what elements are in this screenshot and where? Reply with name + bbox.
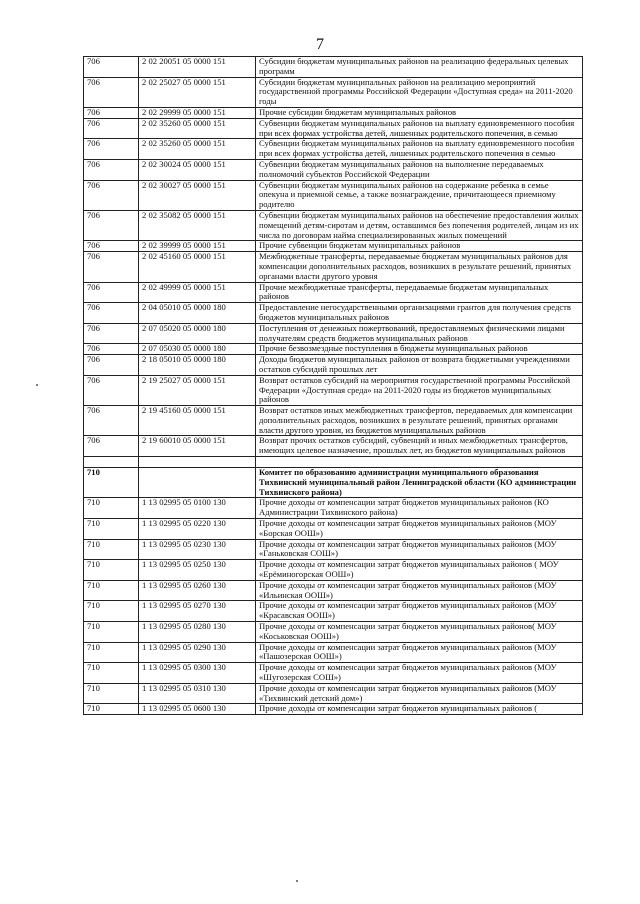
admin-code-cell: 706: [84, 355, 139, 376]
table-row: [84, 663, 583, 684]
income-name-cell: Прочие доходы от компенсации затрат бюджетов муниципальных районов (МОУ «Красавская ООШ»): [256, 601, 583, 622]
scan-speck: [36, 384, 38, 386]
admin-code-cell: 706: [84, 375, 139, 405]
table-row: [84, 457, 583, 468]
budget-code-cell: 1 13 02995 05 0300 130: [139, 663, 256, 684]
admin-code-cell: 710: [84, 539, 139, 560]
income-name-cell: Субсидии бюджетам муниципальных районов на реализацию федеральных целевых программ: [256, 57, 583, 78]
table-row: [84, 355, 583, 376]
income-name-cell: Комитет по образованию администрации муниципального образования Тихвинский муниципальный район Ленинградской области (КО администрации Тихвинского района): [256, 468, 583, 498]
table-row: [84, 560, 583, 581]
budget-code-cell: 2 02 25027 05 0000 151: [139, 77, 256, 107]
income-name-cell: [256, 457, 583, 468]
admin-code-cell: 710: [84, 468, 139, 498]
budget-code-cell: 2 18 05010 05 0000 180: [139, 355, 256, 376]
budget-code-cell: 2 02 45160 05 0000 151: [139, 252, 256, 282]
budget-code-cell: 2 02 30027 05 0000 151: [139, 180, 256, 210]
budget-code-cell: 2 02 35082 05 0000 151: [139, 210, 256, 240]
income-name-cell: Субвенции бюджетам муниципальных районов на выплату единовременного пособия при всех формах устройства детей, лишенных родительского попечения, в семью: [256, 118, 583, 139]
admin-code-cell: 706: [84, 344, 139, 355]
income-name-cell: Субвенции бюджетам муниципальных районов на обеспечение предоставления жилых помещений детям-сиротам и детям, оставшимся без попечения родителей, лицам из их числа по договорам найма специализированных жилых помещений: [256, 210, 583, 240]
income-name-cell: Прочие доходы от компенсации затрат бюджетов муниципальных районов ( МОУ «Ерёминогорская ООШ»): [256, 560, 583, 581]
income-name-cell: Субвенции бюджетам муниципальных районов на выполнение передаваемых полномочий субъектов Российской Федерации: [256, 159, 583, 180]
budget-code-cell: [139, 457, 256, 468]
table-row: [84, 57, 583, 78]
income-name-cell: Прочие межбюджетные трансферты, передаваемые бюджетам муниципальных районов: [256, 282, 583, 303]
budget-code-cell: 1 13 02995 05 0290 130: [139, 642, 256, 663]
admin-code-cell: 710: [84, 642, 139, 663]
income-name-cell: Прочие доходы от компенсации затрат бюджетов муниципальных районов (КО Администрации Тихвинского района): [256, 498, 583, 519]
table-row: [84, 210, 583, 240]
income-name-cell: Поступления от денежных пожертвований, предоставляемых физическими лицами получателям средств бюджетов муниципальных районов: [256, 323, 583, 344]
admin-code-cell: 706: [84, 406, 139, 436]
admin-code-cell: 710: [84, 580, 139, 601]
admin-code-cell: 706: [84, 436, 139, 457]
table-row: [84, 118, 583, 139]
income-name-cell: Прочие безвозмездные поступления в бюджеты муниципальных районов: [256, 344, 583, 355]
income-name-cell: Возврат прочих остатков субсидий, субвенций и иных межбюджетных трансфертов, имеющих целевое назначение, прошлых лет, из бюджетов муниципальных районов: [256, 436, 583, 457]
income-name-cell: Прочие доходы от компенсации затрат бюджетов муниципальных районов (: [256, 704, 583, 715]
admin-code-cell: 710: [84, 622, 139, 643]
budget-code-cell: 1 13 02995 05 0310 130: [139, 683, 256, 704]
income-name-cell: Субвенции бюджетам муниципальных районов на содержание ребенка в семье опекуна и приемной семье, а также вознаграждение, причитающееся приемному родителю: [256, 180, 583, 210]
admin-code-cell: 710: [84, 560, 139, 581]
budget-code-cell: 2 19 60010 05 0000 151: [139, 436, 256, 457]
table-row: [84, 252, 583, 282]
scan-speck: [296, 880, 298, 882]
admin-code-cell: 706: [84, 210, 139, 240]
admin-code-cell: 706: [84, 107, 139, 118]
income-name-cell: Прочие доходы от компенсации затрат бюджетов муниципальных районов( МОУ «Коськовская ООШ»): [256, 622, 583, 643]
income-name-cell: Прочие доходы от компенсации затрат бюджетов муниципальных районов (МОУ «Ганьковская СОШ»): [256, 539, 583, 560]
table-row: [84, 241, 583, 252]
admin-code-cell: 706: [84, 252, 139, 282]
admin-code-cell: 706: [84, 118, 139, 139]
revenue-codes-table: [83, 56, 583, 715]
admin-code-cell: [84, 457, 139, 468]
income-name-cell: Прочие доходы от компенсации затрат бюджетов муниципальных районов (МОУ «Тихвинский детский дом»): [256, 683, 583, 704]
income-name-cell: Субвенции бюджетам муниципальных районов на выплату единовременного пособия при всех формах устройства детей, лишенных родительского попечения в семью: [256, 139, 583, 160]
income-name-cell: Прочие доходы от компенсации затрат бюджетов муниципальных районов (МОУ «Пашозерская ООШ»): [256, 642, 583, 663]
table-row: [84, 107, 583, 118]
income-name-cell: Возврат остатков иных межбюджетных трансфертов, передаваемых для компенсации дополнительных расходов, возникших в результате решений, принятых органами власти другого уровня, из бюджетов муниципальных районов: [256, 406, 583, 436]
table-row: [84, 580, 583, 601]
table-row: [84, 683, 583, 704]
budget-code-cell: 2 07 05020 05 0000 180: [139, 323, 256, 344]
admin-code-cell: 706: [84, 159, 139, 180]
income-name-cell: Возврат остатков субсидий на мероприятия государственной программы Российской Федерации «Доступная среда» на 2011-2020 годы из бюджетов муниципальных районов: [256, 375, 583, 405]
income-name-cell: Предоставление негосударственными организациями грантов для получения средств бюджетов муниципальных районов: [256, 303, 583, 324]
admin-code-cell: 706: [84, 303, 139, 324]
admin-code-cell: 706: [84, 282, 139, 303]
budget-code-cell: 2 07 05030 05 0000 180: [139, 344, 256, 355]
budget-code-cell: 1 13 02995 05 0270 130: [139, 601, 256, 622]
budget-code-cell: [139, 468, 256, 498]
admin-code-cell: 710: [84, 683, 139, 704]
budget-code-cell: 2 02 49999 05 0000 151: [139, 282, 256, 303]
budget-code-cell: 1 13 02995 05 0220 130: [139, 519, 256, 540]
income-name-cell: Прочие доходы от компенсации затрат бюджетов муниципальных районов (МОУ «Ильинская ООШ»): [256, 580, 583, 601]
table-row: [84, 519, 583, 540]
budget-code-cell: 2 04 05010 05 0000 180: [139, 303, 256, 324]
income-name-cell: Прочие доходы от компенсации затрат бюджетов муниципальных районов (МОУ «Шугозерская СОШ»): [256, 663, 583, 684]
income-name-cell: Прочие доходы от компенсации затрат бюджетов муниципальных районов (МОУ «Борская ООШ»): [256, 519, 583, 540]
admin-code-cell: 706: [84, 77, 139, 107]
table-row: [84, 601, 583, 622]
table-row: [84, 77, 583, 107]
income-name-cell: Доходы бюджетов муниципальных районов от возврата бюджетными учреждениями остатков субсидий прошлых лет: [256, 355, 583, 376]
table-row: [84, 180, 583, 210]
table-row: [84, 139, 583, 160]
table-row: [84, 323, 583, 344]
budget-code-cell: 1 13 02995 05 0280 130: [139, 622, 256, 643]
admin-code-cell: 710: [84, 601, 139, 622]
budget-code-cell: 2 19 25027 05 0000 151: [139, 375, 256, 405]
table-row: [84, 704, 583, 715]
budget-code-cell: 2 02 35260 05 0000 151: [139, 139, 256, 160]
table-row: [84, 642, 583, 663]
table-body: [84, 57, 583, 715]
admin-code-cell: 710: [84, 704, 139, 715]
page-number: 7: [316, 36, 324, 53]
table-row: [84, 406, 583, 436]
budget-code-cell: 1 13 02995 05 0230 130: [139, 539, 256, 560]
income-name-cell: Прочие субсидии бюджетам муниципальных районов: [256, 107, 583, 118]
income-name-cell: Межбюджетные трансферты, передаваемые бюджетам муниципальных районов для компенсации дополнительных расходов, возникших в результате решений, принятых органами власти другого уровня: [256, 252, 583, 282]
table-row: [84, 282, 583, 303]
admin-code-cell: 706: [84, 57, 139, 78]
budget-code-cell: 1 13 02995 05 0100 130: [139, 498, 256, 519]
budget-code-cell: 2 02 30024 05 0000 151: [139, 159, 256, 180]
admin-code-cell: 706: [84, 180, 139, 210]
table-row: [84, 539, 583, 560]
table-row: [84, 622, 583, 643]
admin-code-cell: 706: [84, 241, 139, 252]
budget-code-cell: 2 02 39999 05 0000 151: [139, 241, 256, 252]
budget-code-cell: 1 13 02995 05 0250 130: [139, 560, 256, 581]
admin-code-cell: 706: [84, 139, 139, 160]
admin-code-cell: 710: [84, 498, 139, 519]
budget-code-cell: 1 13 02995 05 0260 130: [139, 580, 256, 601]
table-row: [84, 344, 583, 355]
table-row: [84, 436, 583, 457]
admin-code-cell: 706: [84, 323, 139, 344]
budget-code-cell: 1 13 02995 05 0600 130: [139, 704, 256, 715]
table-row: [84, 375, 583, 405]
income-name-cell: Субсидии бюджетам муниципальных районов на реализацию мероприятий государственной программы Российской Федерации «Доступная среда» на 2011-2020 годы: [256, 77, 583, 107]
budget-code-cell: 2 02 29999 05 0000 151: [139, 107, 256, 118]
budget-code-cell: 2 19 45160 05 0000 151: [139, 406, 256, 436]
table-row: [84, 159, 583, 180]
table-row: [84, 468, 583, 498]
admin-code-cell: 710: [84, 519, 139, 540]
budget-code-cell: 2 02 20051 05 0000 151: [139, 57, 256, 78]
table-row: [84, 498, 583, 519]
income-name-cell: Прочие субвенции бюджетам муниципальных районов: [256, 241, 583, 252]
table-row: [84, 303, 583, 324]
budget-code-cell: 2 02 35260 05 0000 151: [139, 118, 256, 139]
admin-code-cell: 710: [84, 663, 139, 684]
